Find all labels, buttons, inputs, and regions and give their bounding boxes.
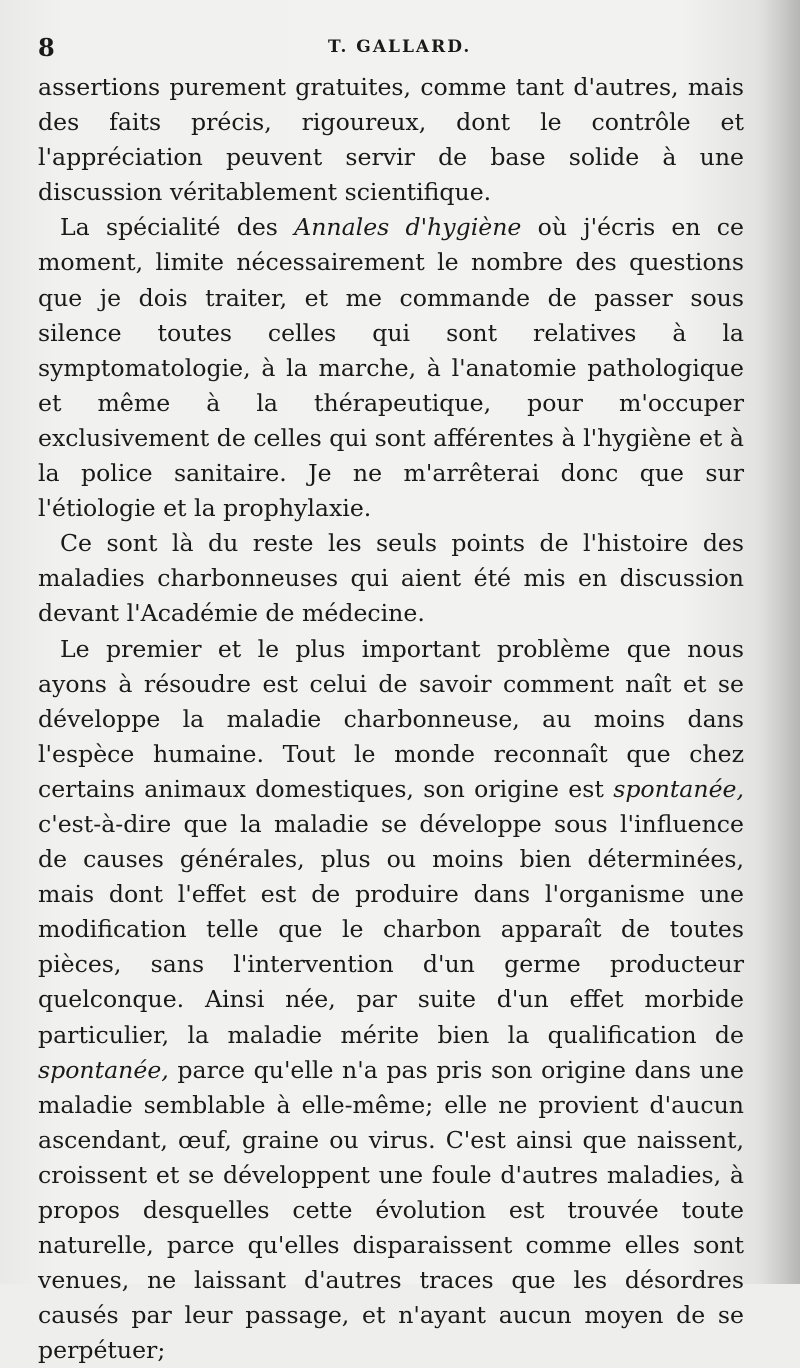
paragraph [38, 210, 744, 526]
paragraph-text: Ce sont là du reste les seuls points de l'histoire des maladies charbonneuses qui aient été mis en discussion devant l'Académie de médecine. [38, 529, 744, 627]
page-spine-shadow [758, 0, 800, 1284]
body-text [38, 70, 744, 1368]
paragraph [38, 70, 744, 210]
paragraph-text: La spécialité des [60, 213, 294, 241]
paragraph-text: Le premier et le plus important problème que nous ayons à résoudre est celui de savoir comment naît et se développe la maladie charbonneuse, au moins dans l'espèce humaine. Tout le monde reconnaît que chez certains animaux domestiques, son origine est [38, 635, 744, 803]
paragraph-text: où j'écris en ce moment, limite nécessairement le nombre des questions que je dois traiter, et me commande de passer sous silence toutes celles qui sont relatives à la symptomatologie, à la marche, à l'anatomie pathologique et même à la thérapeutique, pour m'occuper exclusivement de celles qui sont afférentes à l'hygiène et à la police sanitaire. Je ne m'arrêterai donc que sur l'étiologie et la prophylaxie. [38, 213, 744, 522]
page-number: 8 [38, 33, 55, 62]
journal-title: Annales d'hygiène [294, 213, 521, 241]
emphasis-term: spontanée, [38, 1056, 169, 1084]
page-header [38, 33, 738, 63]
emphasis-term: spontanée, [613, 775, 744, 803]
paragraph-text: c'est-à-dire que la maladie se développe sous l'influence de causes générales, plus ou moins bien déterminées, mais dont l'effet est de produire dans l'organisme une modification telle que le charbon apparaît de toutes pièces, sans l'intervention d'un germe producteur quelconque. Ainsi née, par suite d'un effet morbide particulier, la maladie mérite bien la qualification de [38, 810, 744, 1049]
paragraph [38, 632, 744, 1368]
running-head: T. GALLARD. [328, 37, 471, 57]
paragraph-text: parce qu'elle n'a pas pris son origine dans une maladie semblable à elle-même; elle ne provient d'aucun ascendant, œuf, graine ou virus. C'est ainsi que naissent, croissent et se développent une foule d'autres maladies, à propos desquelles cette évolution est trouvée toute naturelle, parce qu'elles disparaissent comme elles sont venues, ne laissant d'autres traces que les désordres causés par leur passage, et n'ayant aucun moyen de se perpétuer; [38, 1056, 744, 1365]
paragraph [38, 526, 744, 631]
paragraph-text: assertions purement gratuites, comme tant d'autres, mais des faits précis, rigoureux, dont le contrôle et l'appréciation peuvent servir de base solide à une discussion véritablement scientifique. [38, 73, 744, 206]
